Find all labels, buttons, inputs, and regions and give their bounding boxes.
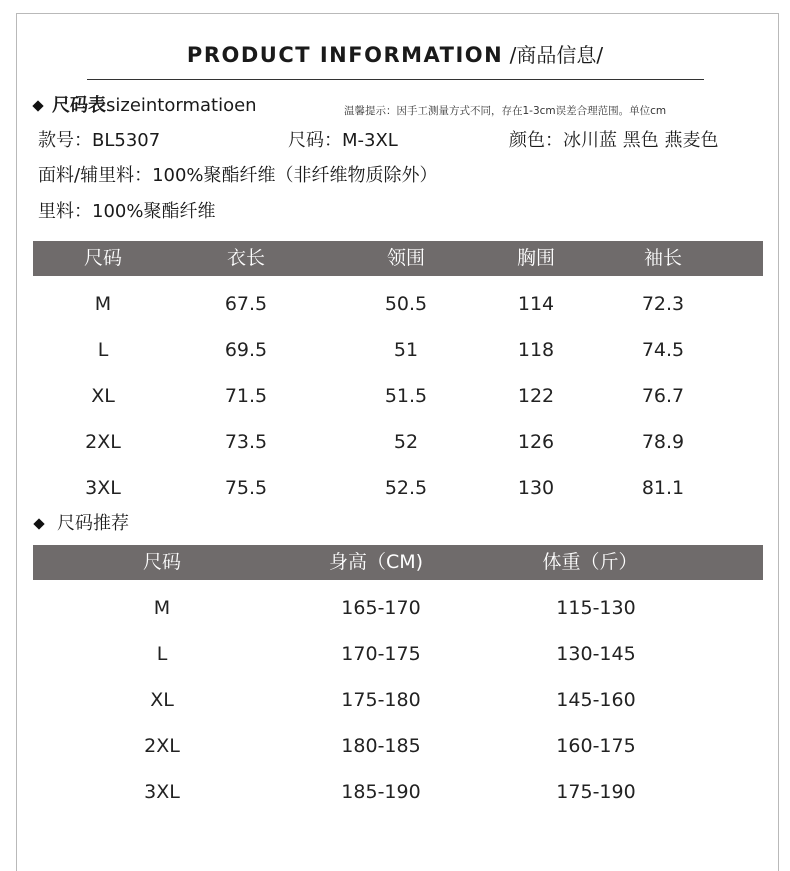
cell-length: 69.5 [224, 339, 268, 361]
header-sleeve: 袖长 [643, 247, 683, 269]
header-weight: 体重（斤） [542, 551, 638, 573]
cell-sleeve: 72.3 [641, 293, 685, 315]
cell-collar: 50.5 [384, 293, 428, 315]
header-size: 尺码 [83, 247, 123, 269]
recommend-table-header [33, 545, 763, 580]
cell-collar: 52 [393, 431, 419, 453]
cell-sleeve: 74.5 [641, 339, 685, 361]
cell-size: 3XL [144, 781, 180, 803]
cell-weight: 160-175 [556, 735, 636, 757]
page-title [0, 38, 790, 72]
recommend-table [33, 545, 763, 815]
cell-size: XL [150, 689, 174, 711]
cell-weight: 130-145 [556, 643, 636, 665]
style-number: 款号：BL5307 [38, 130, 161, 151]
cell-size: L [156, 643, 168, 665]
cell-collar: 51.5 [384, 385, 428, 407]
size-range: 尺码：M-3XL [288, 130, 398, 151]
header-length: 衣长 [226, 247, 266, 269]
diamond-bullet-icon [32, 100, 43, 111]
color-options: 颜色：冰川蓝 黑色 燕麦色 [509, 130, 719, 151]
cell-height: 165-170 [341, 597, 421, 619]
cell-chest: 126 [517, 431, 555, 453]
table-row [33, 465, 763, 511]
header-collar: 领围 [386, 247, 426, 269]
cell-size: L [97, 339, 109, 361]
cell-chest: 118 [517, 339, 555, 361]
cell-chest: 130 [517, 477, 555, 499]
table-row [33, 373, 763, 419]
cell-length: 71.5 [224, 385, 268, 407]
cell-length: 67.5 [224, 293, 268, 315]
recommend-heading-text: 尺码推荐 [57, 513, 129, 534]
table-row [33, 585, 763, 631]
header-height: 身高（CM) [328, 551, 424, 573]
table-row [33, 327, 763, 373]
cell-size: 3XL [85, 477, 121, 499]
cell-height: 185-190 [341, 781, 421, 803]
fabric-info: 面料/辅里料：100%聚酯纤维（非纤维物质除外） [38, 165, 438, 186]
cell-sleeve: 78.9 [641, 431, 685, 453]
table-row [33, 281, 763, 327]
cell-size: XL [91, 385, 115, 407]
cell-weight: 175-190 [556, 781, 636, 803]
table-row [33, 631, 763, 677]
cell-collar: 51 [393, 339, 419, 361]
cell-size: M [94, 293, 112, 315]
lining-info: 里料：100%聚酯纤维 [38, 201, 216, 222]
cell-height: 180-185 [341, 735, 421, 757]
cell-length: 73.5 [224, 431, 268, 453]
table-row [33, 723, 763, 769]
cell-sleeve: 81.1 [641, 477, 685, 499]
size-table [33, 241, 763, 511]
cell-size: M [153, 597, 171, 619]
cell-height: 175-180 [341, 689, 421, 711]
cell-chest: 114 [517, 293, 555, 315]
cell-weight: 145-160 [556, 689, 636, 711]
cell-length: 75.5 [224, 477, 268, 499]
size-table-header [33, 241, 763, 276]
header-chest: 胸围 [516, 247, 556, 269]
title-english: PRODUCT INFORMATION [186, 43, 504, 67]
diamond-bullet-icon [33, 518, 44, 529]
table-row [33, 769, 763, 815]
cell-height: 170-175 [341, 643, 421, 665]
size-chart-heading-en: sizeintormatioen [106, 95, 257, 116]
cell-weight: 115-130 [556, 597, 636, 619]
table-row [33, 677, 763, 723]
title-chinese: /商品信息/ [503, 43, 604, 67]
recommend-heading [35, 512, 129, 536]
measurement-tip: 温馨提示：因手工测量方式不同，存在1-3cm误差合理范围。单位cm [344, 105, 667, 117]
title-divider [87, 79, 704, 80]
size-chart-heading [34, 94, 257, 118]
size-chart-heading-cn: 尺码表 [52, 95, 106, 116]
cell-collar: 52.5 [384, 477, 428, 499]
table-row [33, 419, 763, 465]
cell-chest: 122 [517, 385, 555, 407]
header-size: 尺码 [142, 551, 182, 573]
cell-size: 2XL [144, 735, 180, 757]
cell-sleeve: 76.7 [641, 385, 685, 407]
cell-size: 2XL [85, 431, 121, 453]
